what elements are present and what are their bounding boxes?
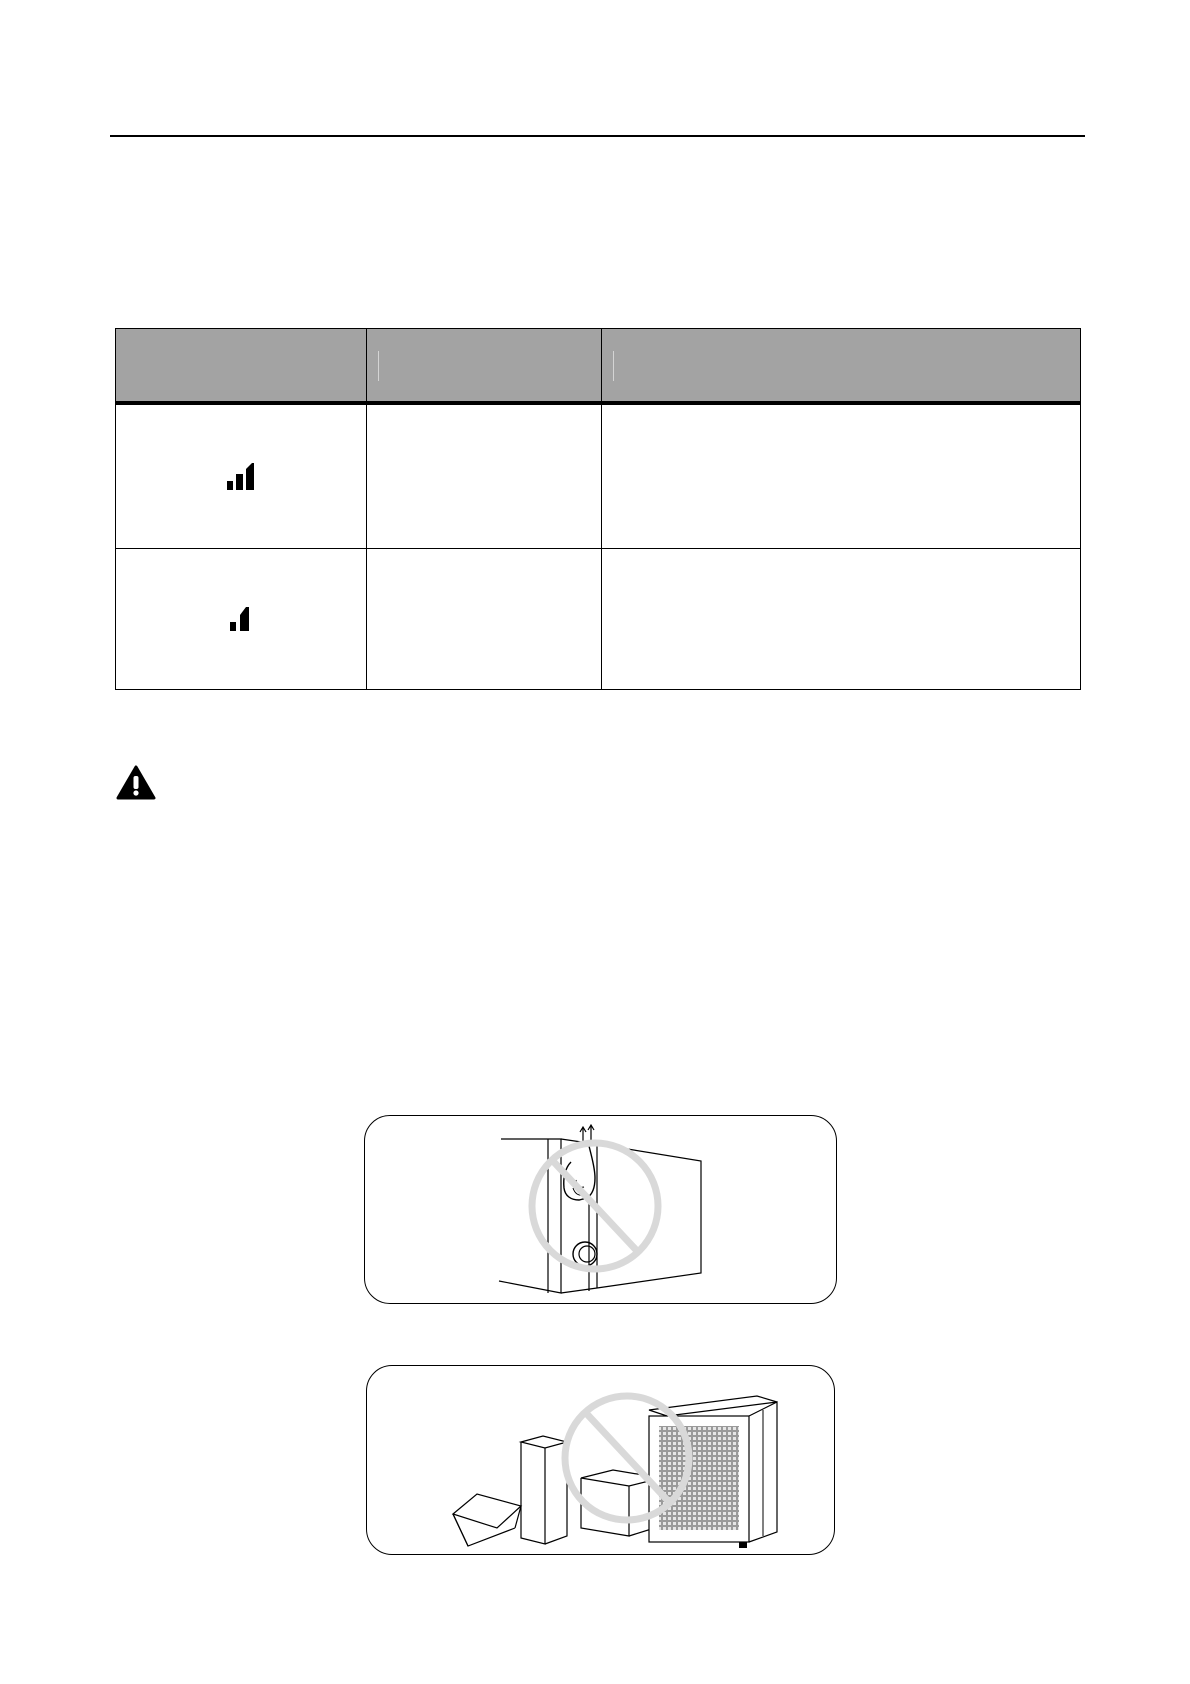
table-cell (367, 549, 602, 690)
table-row (116, 403, 1081, 549)
signal-bars-high-icon (226, 463, 256, 491)
table-row (116, 549, 1081, 690)
fan-mode-table (115, 328, 1081, 690)
header-rule (110, 135, 1085, 137)
illustration-obstructed-unit (366, 1365, 835, 1555)
table-cell (367, 403, 602, 549)
warning-triangle-icon (116, 765, 156, 801)
table-cell (602, 403, 1081, 549)
table-header-cell (116, 329, 367, 404)
illustration-hand-near-fan (364, 1115, 837, 1304)
table-cell-icon (116, 403, 367, 549)
table-cell (602, 549, 1081, 690)
hand-in-fan-prohibited-icon (365, 1116, 836, 1303)
obstructed-airflow-prohibited-icon (367, 1366, 834, 1554)
header-divider-mark (613, 351, 614, 381)
table-header-cell (367, 329, 602, 404)
signal-bars-low-icon (229, 606, 253, 632)
header-divider-mark (378, 351, 379, 381)
table-header-row (116, 329, 1081, 404)
table-cell-icon (116, 549, 367, 690)
table-header-cell (602, 329, 1081, 404)
